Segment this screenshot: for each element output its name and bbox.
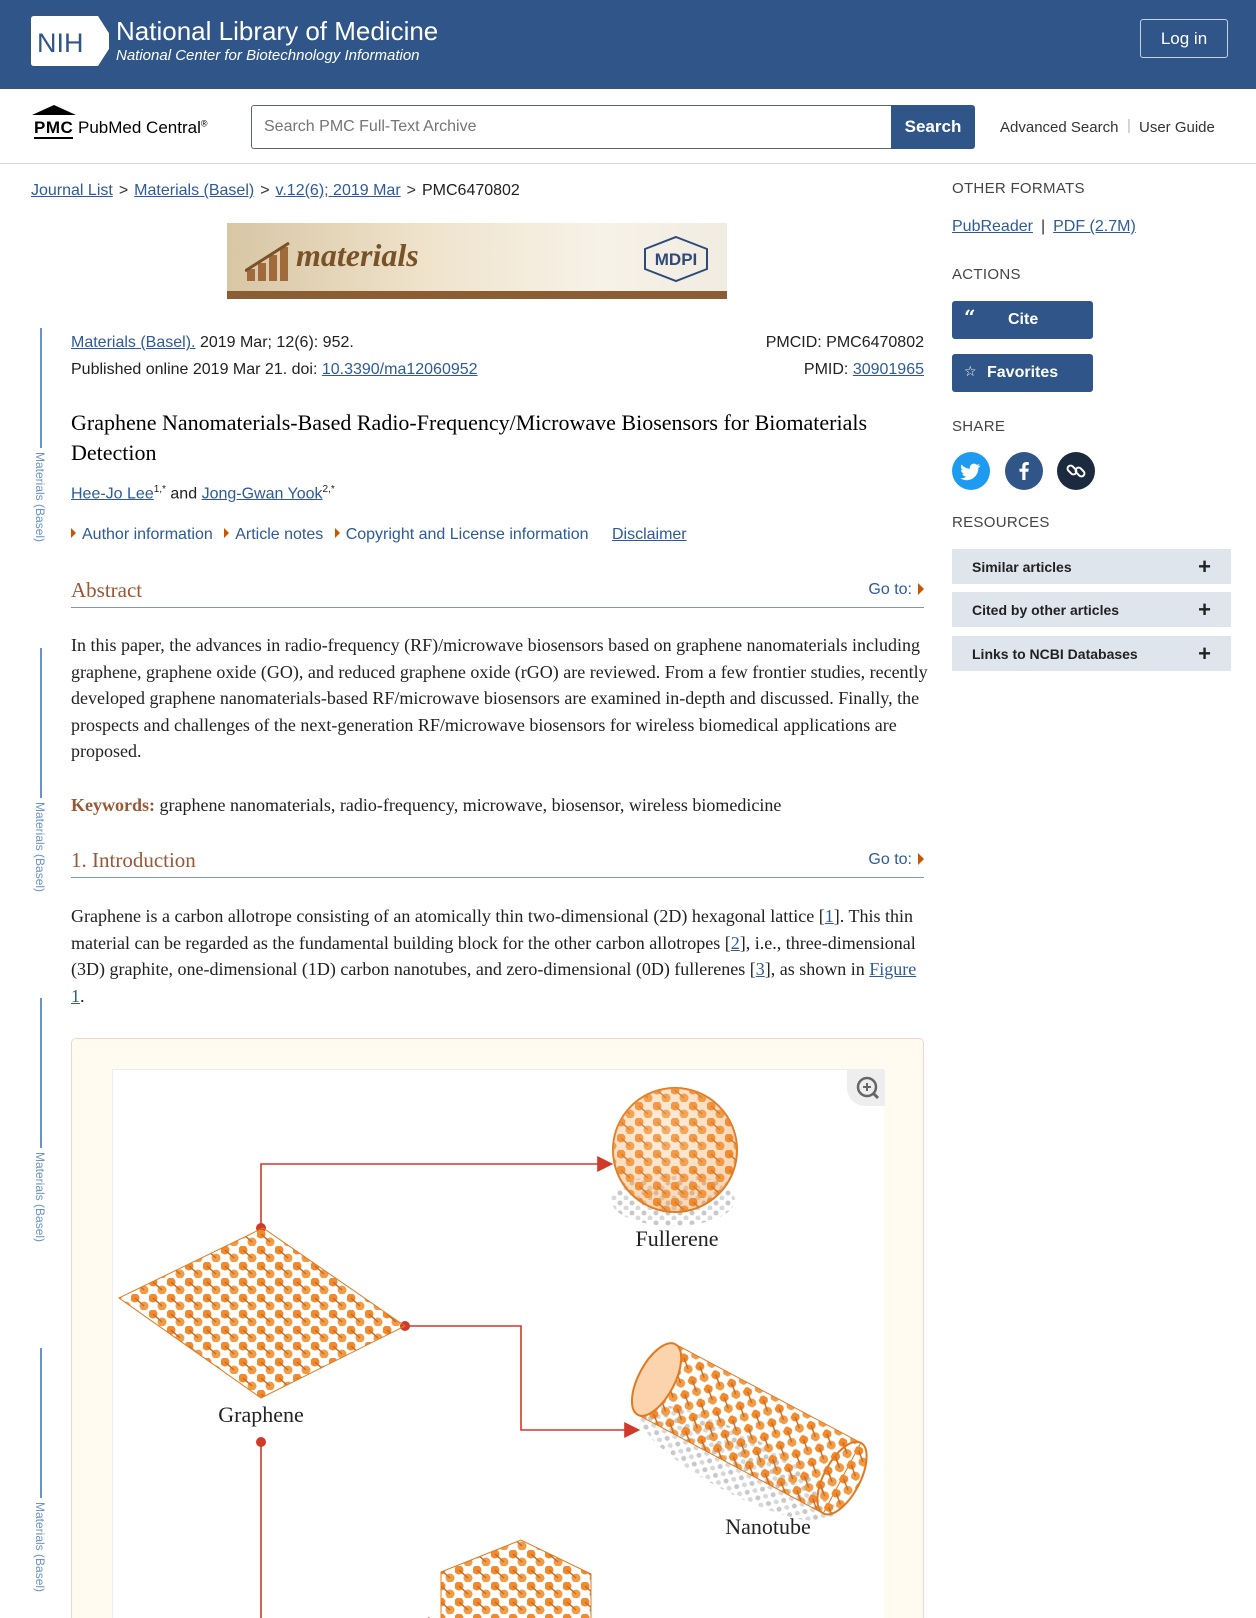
advanced-search-link[interactable]: Advanced Search [1000,119,1119,136]
favorites-label: Favorites [987,364,1059,381]
cite-button[interactable] [952,301,1093,339]
copy-link-button[interactable] [1057,452,1095,490]
twitter-share-button[interactable] [952,452,990,490]
author-joiner: and [170,485,198,503]
nih-title[interactable]: National Library of Medicine [116,16,439,46]
goto-label: Go to: [868,851,912,868]
author-link[interactable]: Jong-Gwan Yook [201,485,323,503]
journal-banner[interactable] [227,223,727,299]
text-run: ]. This thin material can be regarded as the fundamental building block for the other carbon allotropes [ [71,906,913,953]
keywords-label: Keywords: [71,795,155,815]
figure-link[interactable]: Figure 1 [71,959,917,1006]
introduction-heading-row [71,848,924,878]
breadcrumb-journal[interactable]: Materials (Basel) [134,182,255,199]
fullerene-label: Fullerene [635,1226,719,1251]
author-affiliation: 2,* [322,484,335,495]
arrow-to-fullerene [261,1164,610,1228]
quote-icon: “ [964,305,976,329]
reference-link[interactable]: 2 [730,932,740,953]
plus-icon: + [1198,641,1211,666]
mdpi-logo-text: MDPI [654,250,698,269]
arrow-to-nanotube [405,1326,637,1430]
goto-link[interactable] [868,851,924,869]
arrow-origin-dot [256,1437,266,1447]
pubreader-link[interactable]: PubReader [952,218,1033,235]
triangle-right-icon [918,853,924,865]
toggle-label: Copyright and License information [345,526,589,543]
plus-icon: + [1198,554,1211,579]
abstract-heading: Abstract [71,578,143,602]
mdpi-logo [641,235,711,283]
breadcrumb-separator: > [260,182,270,199]
pmid-link[interactable]: 30901965 [852,361,924,378]
breadcrumb-separator: > [118,182,129,199]
resources-heading: RESOURCES [952,514,1050,531]
user-guide-link[interactable]: User Guide [1139,119,1215,136]
pdf-link[interactable]: PDF (2.7M) [1053,218,1136,235]
resource-label: Similar articles [972,559,1072,575]
format-separator: | [1040,218,1046,235]
graphite-stack [441,1540,591,1618]
ncbi-links-toggle[interactable] [952,636,1231,671]
plus-icon: + [1198,597,1211,622]
nih-header [0,0,1256,89]
introduction-heading: 1. Introduction [71,848,196,872]
zoom-button[interactable] [847,1070,885,1106]
goto-link[interactable] [868,581,924,599]
share-heading: SHARE [952,418,1006,435]
format-links [952,218,1136,236]
resource-label: Cited by other articles [972,602,1120,618]
article-title: Graphene Nanomaterials-Based Radio-Frequency/Microwave Biosensors for Biomaterials Detection [71,410,868,465]
twitter-icon [952,452,990,490]
reference-link[interactable]: 1 [824,906,834,926]
pmc-search-bar [0,89,1256,164]
nih-subtitle: National Center for Biotechnology Information [116,47,420,64]
cited-by-toggle[interactable] [952,592,1231,627]
journal-link[interactable]: Materials (Basel). [71,334,196,351]
copyright-toggle[interactable] [335,526,589,543]
star-outline-icon: ☆ [964,364,977,380]
keywords-text: graphene nanomaterials, radio-frequency, microwave, biosensor, wireless biomedicine [159,795,782,815]
breadcrumb-current: PMC6470802 [421,182,520,199]
introduction-paragraph [71,903,931,1009]
text-run: Graphene is a carbon allotrope consisting of an atomically thin two-dimensional (2D) hexagonal lattice [ [71,906,825,926]
journal-banner-title: materials [296,237,419,273]
triangle-right-icon [71,528,76,538]
triangle-right-icon [918,583,924,595]
breadcrumb-issue[interactable]: v.12(6); 2019 Mar [275,182,401,199]
nih-logo-text: NIH [37,28,84,58]
figure-container [71,1038,924,1618]
pmc-logo[interactable] [34,118,208,138]
resource-label: Links to NCBI Databases [972,646,1138,662]
toggle-label: Article notes [235,526,324,543]
pmcid: PMCID: PMC6470802 [765,334,924,351]
pmid-label: PMID: [803,361,853,378]
other-formats-heading: OTHER FORMATS [952,180,1085,197]
article-notes-toggle[interactable] [224,526,323,543]
abstract-heading-row [71,578,924,608]
breadcrumb [31,182,520,200]
facebook-icon [1005,452,1043,490]
graphene-sheet [119,1228,405,1398]
actions-heading: ACTIONS [952,266,1021,283]
link-icon [1057,452,1095,490]
toggle-label: Author information [82,526,213,543]
side-journal-tag: Materials (Basel) [33,798,47,998]
author-affiliation: 1,* [153,484,166,495]
similar-articles-toggle[interactable] [952,549,1231,584]
author-list [71,484,335,503]
pmc-logo-name: PubMed Central [78,118,201,137]
breadcrumb-journal-list[interactable]: Journal List [31,182,113,199]
search-button[interactable]: Search [891,105,975,149]
search-input[interactable] [251,105,891,149]
pmc-logo-abbrev: PMC [34,118,74,137]
side-journal-tag: Materials (Basel) [33,1148,47,1348]
side-journal-tag: Materials (Basel) [33,1498,47,1618]
author-link[interactable]: Hee-Jo Lee [71,485,154,503]
pmc-logo-mark: ® [200,118,208,129]
abstract-text: In this paper, the advances in radio-frequency (RF)/microwave biosensors based on graphene nanomaterials including graphene, graphene oxide (GO), and reduced graphene oxide (rGO) are reviewed. From a few frontier studies, recently developed graphene nanomaterials-based RF/microwave biosensors are examined in-depth and discussed. Finally, the prospects and challenges of the next-generation RF/microwave biosensors for wireless biomedical applications are proposed. [71,635,928,761]
author-information-toggle[interactable] [71,526,213,543]
facebook-share-button[interactable] [1005,452,1043,490]
citation-issue: 2019 Mar; 12(6): 952. [199,334,354,351]
nav-divider: | [1127,117,1131,134]
cite-label: Cite [1008,311,1039,328]
carbon-allotropes-diagram [113,1070,885,1618]
text-run: ], as shown in [764,959,870,979]
text-run: ], i.e., three-dimensional (3D) graphite, one-dimensional (1D) carbon nanotubes, and zero-dimensional (0D) fullerenes [ [71,932,916,979]
citation-line [71,334,354,352]
nih-logo[interactable] [31,16,109,66]
zoom-in-icon [847,1070,885,1106]
text-run: . [80,985,85,1006]
side-journal-tag: Materials (Basel) [33,448,47,648]
favorites-button[interactable] [952,354,1093,392]
journal-bars-icon [245,239,293,283]
disclaimer-link[interactable]: Disclaimer [611,526,687,543]
arrow-to-graphite [261,1442,441,1618]
login-button[interactable]: Log in [1140,19,1228,58]
triangle-right-icon [335,528,340,538]
pmid-line [804,361,924,379]
pmc-roof-icon [30,103,78,117]
reference-link[interactable]: 3 [755,959,765,979]
published-text: Published online 2019 Mar 21. doi: [71,361,322,378]
keywords [71,792,931,819]
graphene-label: Graphene [218,1402,304,1427]
triangle-right-icon [224,528,229,538]
goto-label: Go to: [868,581,912,598]
nanotube-label: Nanotube [725,1514,811,1539]
doi-link[interactable]: 10.3390/ma12060952 [321,361,478,378]
article-info-links [71,526,687,544]
figure-image[interactable] [112,1069,884,1618]
breadcrumb-separator: > [406,182,416,199]
published-line [71,361,478,379]
